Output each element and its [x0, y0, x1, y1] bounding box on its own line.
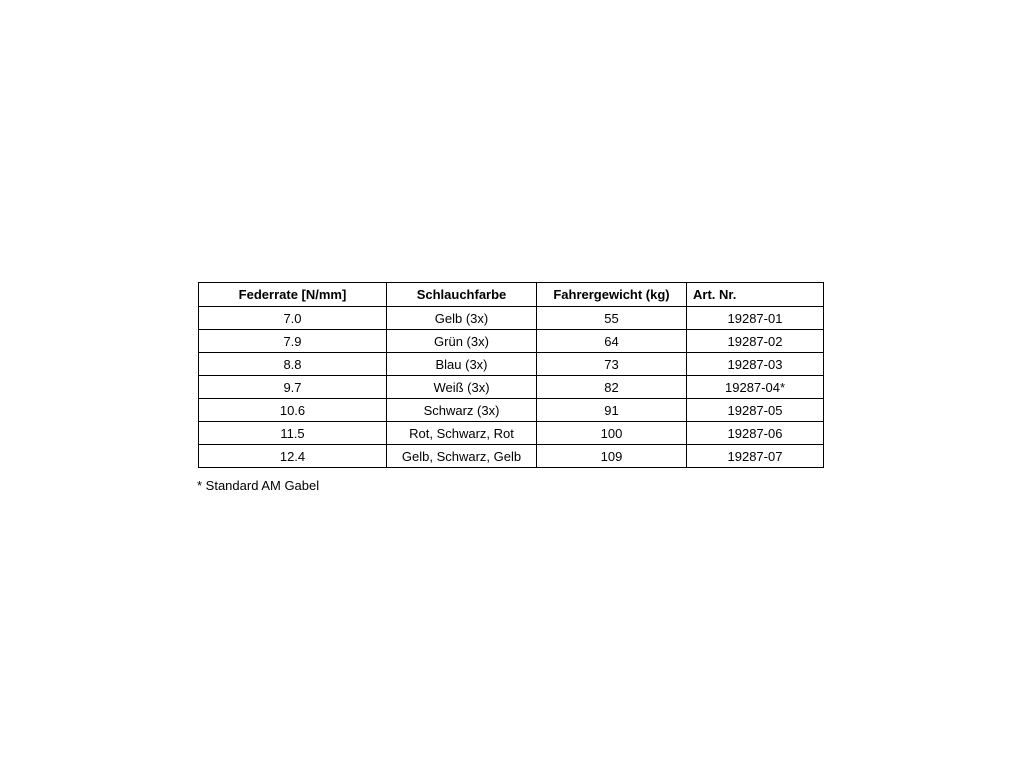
header-spring-rate: Federrate [N/mm]	[199, 283, 387, 307]
cell-spring-rate: 9.7	[199, 376, 387, 399]
cell-rider-weight: 55	[537, 307, 687, 330]
header-article-number: Art. Nr.	[687, 283, 824, 307]
header-hose-color: Schlauchfarbe	[387, 283, 537, 307]
table-row	[199, 445, 824, 468]
cell-spring-rate: 11.5	[199, 422, 387, 445]
cell-hose-color: Gelb (3x)	[387, 307, 537, 330]
cell-rider-weight: 109	[537, 445, 687, 468]
table-row	[199, 376, 824, 399]
cell-article-number: 19287-03	[687, 353, 824, 376]
cell-article-number: 19287-05	[687, 399, 824, 422]
cell-spring-rate: 10.6	[199, 399, 387, 422]
table-row	[199, 330, 824, 353]
cell-article-number: 19287-01	[687, 307, 824, 330]
table-row	[199, 307, 824, 330]
cell-hose-color: Rot, Schwarz, Rot	[387, 422, 537, 445]
cell-rider-weight: 91	[537, 399, 687, 422]
cell-hose-color: Blau (3x)	[387, 353, 537, 376]
cell-spring-rate: 7.9	[199, 330, 387, 353]
cell-article-number: 19287-06	[687, 422, 824, 445]
cell-rider-weight: 64	[537, 330, 687, 353]
cell-rider-weight: 82	[537, 376, 687, 399]
cell-rider-weight: 100	[537, 422, 687, 445]
table-row	[199, 399, 824, 422]
cell-article-number: 19287-07	[687, 445, 824, 468]
cell-article-number: 19287-04*	[687, 376, 824, 399]
table-row	[199, 353, 824, 376]
cell-spring-rate: 8.8	[199, 353, 387, 376]
footnote: * Standard AM Gabel	[197, 478, 320, 493]
spring-rate-table	[198, 282, 824, 468]
cell-hose-color: Weiß (3x)	[387, 376, 537, 399]
cell-article-number: 19287-02	[687, 330, 824, 353]
table-row	[199, 422, 824, 445]
cell-hose-color: Grün (3x)	[387, 330, 537, 353]
cell-spring-rate: 7.0	[199, 307, 387, 330]
cell-rider-weight: 73	[537, 353, 687, 376]
table-header-row	[199, 283, 824, 307]
cell-spring-rate: 12.4	[199, 445, 387, 468]
header-rider-weight: Fahrergewicht (kg)	[537, 283, 687, 307]
cell-hose-color: Gelb, Schwarz, Gelb	[387, 445, 537, 468]
cell-hose-color: Schwarz (3x)	[387, 399, 537, 422]
